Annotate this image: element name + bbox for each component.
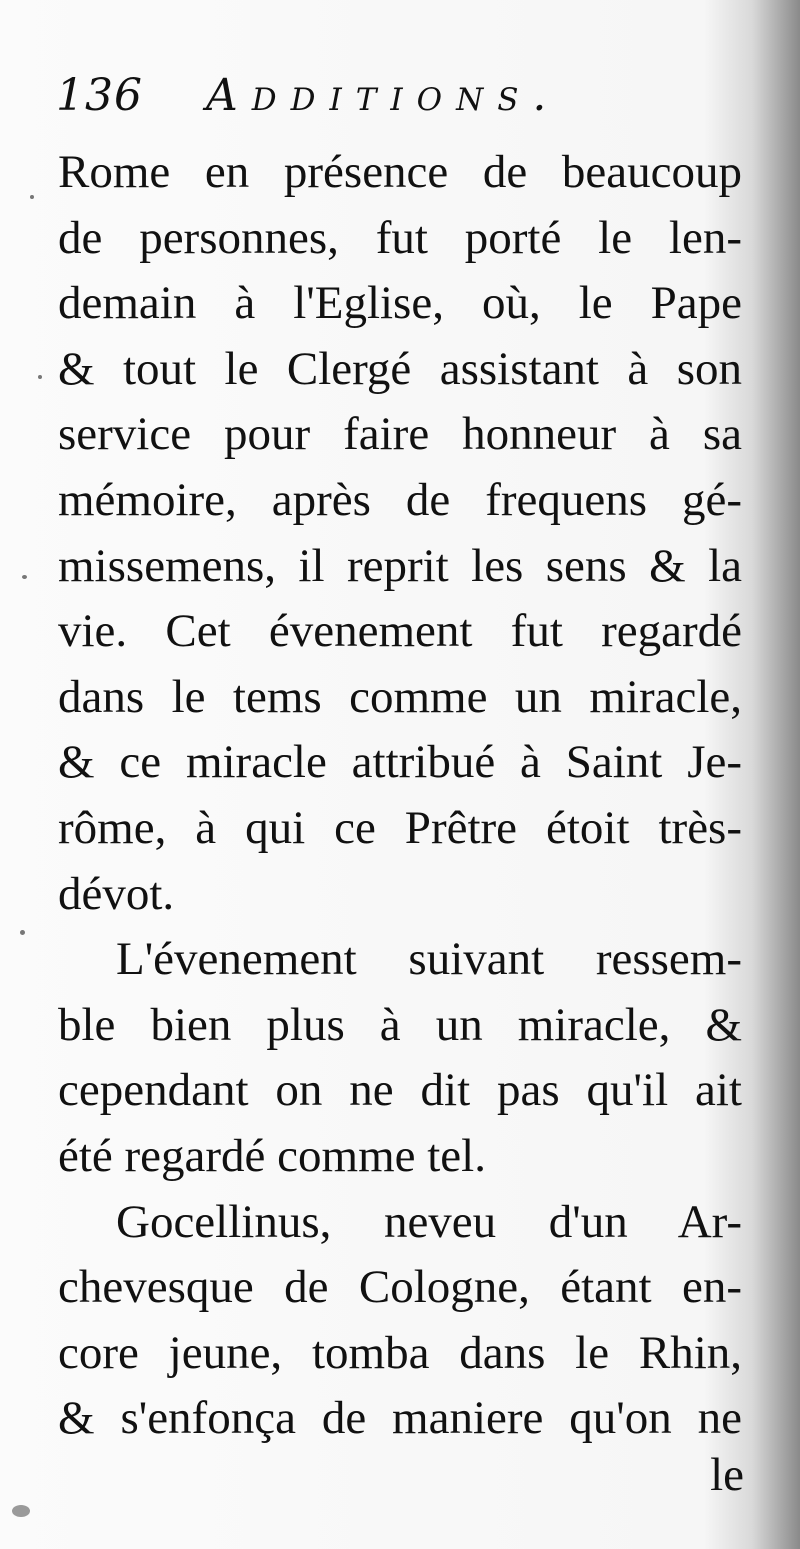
text-line: rôme, à qui ce Prêtre étoit très-: [58, 801, 742, 854]
body-text: [58, 140, 742, 1452]
text-line: & tout le Clergé assistant à son: [58, 342, 742, 395]
margin-speck: [12, 1505, 30, 1517]
text-line: de personnes, fut porté le len-: [58, 211, 742, 264]
margin-speck: [38, 375, 42, 379]
catchword: le: [710, 1449, 744, 1501]
paragraph-end-line: dévot.: [58, 867, 175, 920]
text-line: service pour faire honneur à sa: [58, 408, 742, 461]
page-number: 136: [56, 70, 143, 121]
text-line: & s'enfonça de maniere qu'on ne: [58, 1392, 742, 1445]
text-line: missemens, il reprit les sens & la: [58, 539, 742, 592]
margin-speck: [22, 575, 27, 579]
text-line: chevesque de Cologne, étant en-: [58, 1261, 742, 1314]
paragraph-end-line: été regardé comme tel.: [58, 1129, 486, 1182]
margin-speck: [20, 930, 25, 935]
paragraph-start-line: L'évenement suivant ressem-: [116, 933, 742, 986]
text-line: demain à l'Eglise, où, le Pape: [58, 277, 742, 330]
page-header: [56, 60, 736, 140]
running-head: Additions.: [206, 70, 561, 121]
text-line: cependant on ne dit pas qu'il ait: [58, 1064, 742, 1117]
text-line: vie. Cet évenement fut regardé: [58, 605, 742, 658]
paragraph-start-line: Gocellinus, neveu d'un Ar-: [116, 1195, 742, 1248]
text-line: dans le tems comme un miracle,: [58, 670, 742, 723]
margin-speck: [30, 195, 34, 199]
text-line: core jeune, tomba dans le Rhin,: [58, 1326, 742, 1379]
text-line: ble bien plus à un miracle, &: [58, 998, 742, 1051]
text-line: & ce miracle attribué à Saint Je-: [58, 736, 742, 789]
text-line: mémoire, après de frequens gé-: [58, 473, 742, 526]
text-line: Rome en présence de beaucoup: [58, 146, 742, 198]
